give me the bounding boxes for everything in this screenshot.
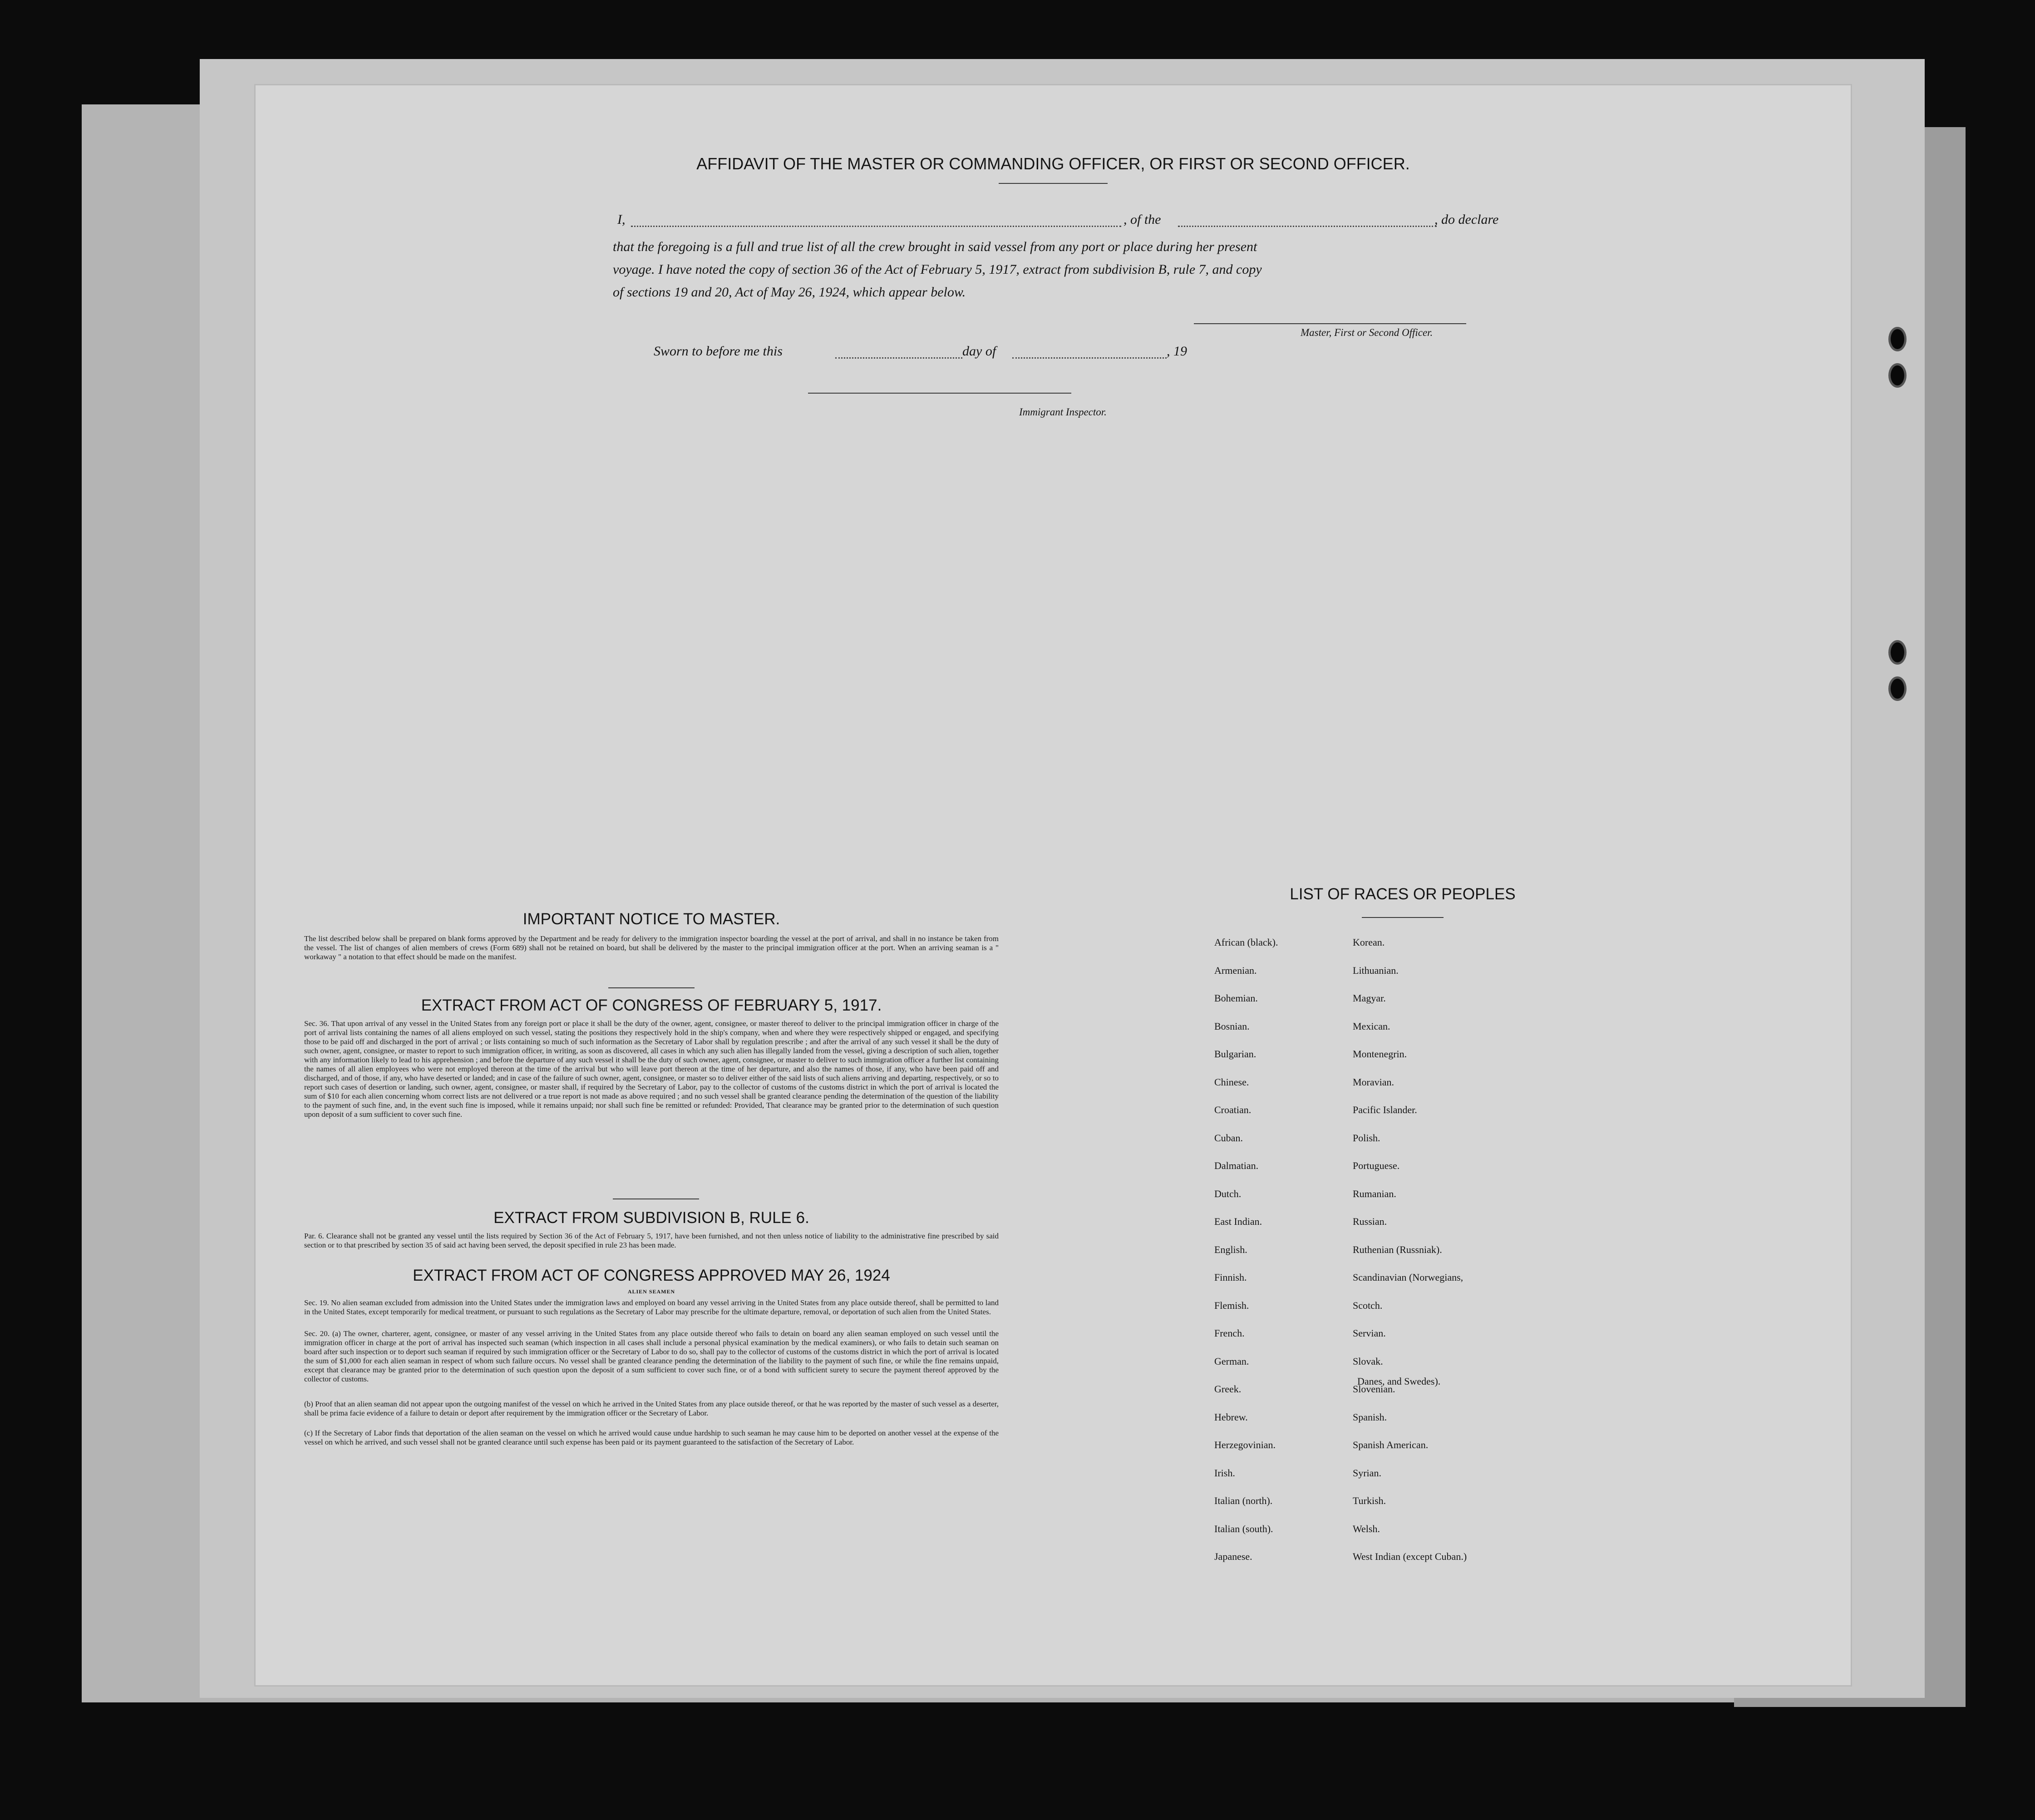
title-rule <box>999 183 1108 184</box>
race-item: Italian (north). <box>1214 1495 1273 1506</box>
extract-rule6-body: Par. 6. Clearance shall not be granted any vessel until the lists required by Section 36 of the Act of February 5, 1917, have been furnished, and not then unless notice of liability to the administrative fine prescribed by said section or to that prescribed by section 35 of said act having been served, the deposit specified in rule 23 has been made. <box>304 1232 999 1249</box>
binder-hole <box>1888 676 1907 701</box>
race-item: Montenegrin. <box>1353 1048 1407 1060</box>
affidavit-i-label: I, <box>617 212 626 227</box>
race-item: Italian (south). <box>1214 1523 1273 1534</box>
inspector-label: Immigrant Inspector. <box>1019 406 1107 418</box>
race-item: Finnish. <box>1214 1272 1247 1283</box>
notice-title: IMPORTANT NOTICE TO MASTER. <box>522 910 780 928</box>
race-item: Japanese. <box>1214 1551 1252 1562</box>
vessel-blank <box>1178 226 1437 227</box>
race-item: Bulgarian. <box>1214 1048 1256 1060</box>
race-item: African (black). <box>1214 937 1278 948</box>
race-item: Korean. <box>1353 937 1385 948</box>
race-item: Bohemian. <box>1214 992 1258 1004</box>
race-item: Scotch. <box>1353 1299 1383 1311</box>
race-item: German. <box>1214 1355 1249 1367</box>
day-of-label: day of <box>962 344 996 359</box>
race-item: Slovak. <box>1353 1355 1383 1367</box>
race-item: Cuban. <box>1214 1132 1243 1144</box>
race-item: Syrian. <box>1353 1467 1381 1479</box>
affidavit-line-3: of sections 19 and 20, Act of May 26, 1924, which appear below. <box>613 285 966 300</box>
race-item: Irish. <box>1214 1467 1235 1479</box>
race-item: Pacific Islander. <box>1353 1104 1417 1115</box>
master-signature-line <box>1194 323 1466 324</box>
affidavit-title: AFFIDAVIT OF THE MASTER OR COMMANDING OFFICER, OR FIRST OR SECOND OFFICER. <box>696 154 1410 173</box>
affidavit-line-1: that the foregoing is a full and true list of all the crew brought in said vessel from any port or place during her present <box>613 239 1257 254</box>
extract-1924-sec20c: (c) If the Secretary of Labor finds that deportation of the alien seaman on the vessel on which he arrived would cause undue hardship to such seaman he may cause him to be deported on another vessel at the expense of the vessel on which he arrived, and such vessel shall not be granted clearance until such expense has been paid or its payment guaranteed to the satisfaction of the Secretary of Labor. <box>304 1429 999 1446</box>
race-item: Croatian. <box>1214 1104 1252 1115</box>
affidavit-of-the-label: , of the <box>1123 212 1161 227</box>
binder-hole <box>1888 363 1907 388</box>
race-item: Scandinavian (Norwegians, <box>1353 1272 1463 1283</box>
race-item-continuation: Danes, and Swedes). <box>1357 1376 1441 1387</box>
binder-hole <box>1888 640 1907 665</box>
extract-1924-subtitle: ALIEN SEAMEN <box>627 1288 675 1295</box>
sworn-day-blank <box>835 357 962 359</box>
year-prefix: , 19 <box>1167 344 1187 359</box>
extract-1924-sec20a: Sec. 20. (a) The owner, charterer, agent, consignee, or master of any vessel arriving in the United States from any place outside thereof who fails to detain on board any alien seaman employed on such vessel until the immigration officer in charge at the port of arrival has inspected such seaman (which inspection in all cases shall include a personal physical examination by the medical examiners), or who fails to detain such seaman on board after such inspection or to deport such seaman if required by such immigration officer or the Secretary of Labor to do so, shall pay to the collector of customs of the customs district in which the port of arrival is located the sum of $1,000 for each alien seaman in respect of whom such failure occurs. No vessel shall be granted clearance pending the determination of the liability to the payment of such fine, or while the fine remains unpaid, except that clearance may be granted prior to the determination of such question upon the deposit of a sum sufficient to cover such fine, or of a bond with sufficient surety to secure the payment thereof approved by the collector of customs. <box>304 1329 999 1383</box>
document-page <box>254 84 1852 1687</box>
race-item: Portuguese. <box>1353 1160 1400 1171</box>
race-item: Servian. <box>1353 1327 1386 1339</box>
master-signature-label: Master, First or Second Officer. <box>1301 327 1433 338</box>
extract-1924-title: EXTRACT FROM ACT OF CONGRESS APPROVED MAY 26, 1924 <box>413 1267 890 1284</box>
binder-hole <box>1888 327 1907 351</box>
race-item: Spanish. <box>1353 1411 1387 1423</box>
race-item: Greek. <box>1214 1383 1242 1395</box>
affidavit-line-2: voyage. I have noted the copy of section 36 of the Act of February 5, 1917, extract from subdivision B, rule 7, and copy <box>613 262 1262 277</box>
race-item: Rumanian. <box>1353 1188 1396 1199</box>
race-item: Hebrew. <box>1214 1411 1248 1423</box>
race-item: Flemish. <box>1214 1299 1249 1311</box>
extract-1917-body: Sec. 36. That upon arrival of any vessel in the United States from any foreign port or place it shall be the duty of the owner, agent, consignee, or master thereof to deliver to the principal immigration officer in charge of the port of arrival lists containing the names of all aliens employed on such vessel, stating the positions they respectively hold in the ship's company, when and where they were respectively shipped or engaged, and specifying those to be paid off and discharged in the port of arrival ; or lists containing so much of such information as the Secretary of Labor shall by regulation prescribe ; and after the arrival of any such vessel it shall be the duty of such owner, agent, consignee, or master to report to such immigration officer, in writing, as soon as discovered, all cases in which any such alien has illegally landed from the vessel, giving a description of such alien, together with any information likely to lead to his apprehension ; and before the departure of any such vessel it shall be the duty of such owner, agent, consignee, or master to deliver to such immigration officer a further list containing the names of all alien employees who were not employed thereon at the time of the arrival but who will leave port thereon at the time of her departure, and also the names of those, if any, who have been paid off and discharged, and of those, if any, who have deserted or landed; and in case of the failure of such owner, agent, consignee, or master so to deliver either of the said lists of such aliens arriving and departing, respectively, or so to report such cases of desertion or landing, such owner, agent, consignee, or master shall, if required by the Secretary of Labor, pay to the collector of customs of the customs district in which the port of arrival is located the sum of $10 for each alien concerning whom correct lists are not delivered or a true report is not made as above required ; and no such vessel shall be granted clearance pending the determination of the question of the liability to the payment of such fine, and, in the event such fine is imposed, while it remains unpaid; nor shall such fine be remitted or refunded: Provided, That clearance may be granted prior to the determination of such question upon deposit of a sum sufficient to cover such fine. <box>304 1019 999 1119</box>
sworn-month-blank <box>1012 357 1167 359</box>
race-item: French. <box>1214 1327 1245 1339</box>
race-item: Magyar. <box>1353 992 1386 1004</box>
section-rule <box>608 987 695 988</box>
name-blank <box>631 226 1121 227</box>
affidavit-declare-label: , do declare <box>1434 212 1499 227</box>
sworn-label: Sworn to before me this <box>654 344 783 359</box>
race-item: Ruthenian (Russniak). <box>1353 1243 1442 1255</box>
race-item: English. <box>1214 1243 1247 1255</box>
race-item: Moravian. <box>1353 1076 1394 1088</box>
race-item: Armenian. <box>1214 964 1257 976</box>
extract-1924-sec19: Sec. 19. No alien seaman excluded from admission into the United States under the immigration laws and employed on board any vessel arriving in the United States from any place outside thereof, shall be permitted to land in the United States, except temporarily for medical treatment, or pursuant to such regulations as the Secretary of Labor may prescribe for the ultimate departure, removal, or deportation of such alien from the United States. <box>304 1298 999 1316</box>
extract-rule6-title: EXTRACT FROM SUBDIVISION B, RULE 6. <box>493 1209 809 1227</box>
race-item: Dutch. <box>1214 1188 1242 1199</box>
notice-body: The list described below shall be prepared on blank forms approved by the Department and be ready for delivery to the immigration inspector boarding the vessel at the port of arrival, and shall in no instance be taken from the vessel. The list of changes of alien members of crews (Form 689) shall not be retained on board, but shall be delivered by the master to the principal immigration officer at the port. When an arriving seaman is a " workaway " a notation to that effect should be made on the manifest. <box>304 934 999 961</box>
race-item: Welsh. <box>1353 1523 1380 1534</box>
race-item: Turkish. <box>1353 1495 1386 1506</box>
inspector-signature-line <box>808 393 1071 394</box>
race-item: Mexican. <box>1353 1020 1390 1032</box>
race-item: West Indian (except Cuban.) <box>1353 1551 1467 1562</box>
races-rule <box>1362 917 1444 918</box>
race-item: Bosnian. <box>1214 1020 1250 1032</box>
race-item: Lithuanian. <box>1353 964 1399 976</box>
race-item: Spanish American. <box>1353 1439 1429 1450</box>
extract-1924-sec20b: (b) Proof that an alien seaman did not appear upon the outgoing manifest of the vessel on which he arrived in the United States from any place outside thereof, or that he was reported by the master of such vessel as a deserter, shall be prima facie evidence of a failure to detain or deport after requirement by the immigration officer or the Secretary of Labor. <box>304 1400 999 1417</box>
race-item: Slovenian. <box>1353 1383 1395 1395</box>
races-title: LIST OF RACES OR PEOPLES <box>1290 885 1516 903</box>
race-item: Chinese. <box>1214 1076 1249 1088</box>
extract-1917-title: EXTRACT FROM ACT OF CONGRESS OF FEBRUARY 5, 1917. <box>421 996 882 1014</box>
race-item: Polish. <box>1353 1132 1380 1144</box>
race-item: Dalmatian. <box>1214 1160 1259 1171</box>
race-item: Russian. <box>1353 1216 1387 1227</box>
race-item: Herzegovinian. <box>1214 1439 1276 1450</box>
race-item: East Indian. <box>1214 1216 1262 1227</box>
